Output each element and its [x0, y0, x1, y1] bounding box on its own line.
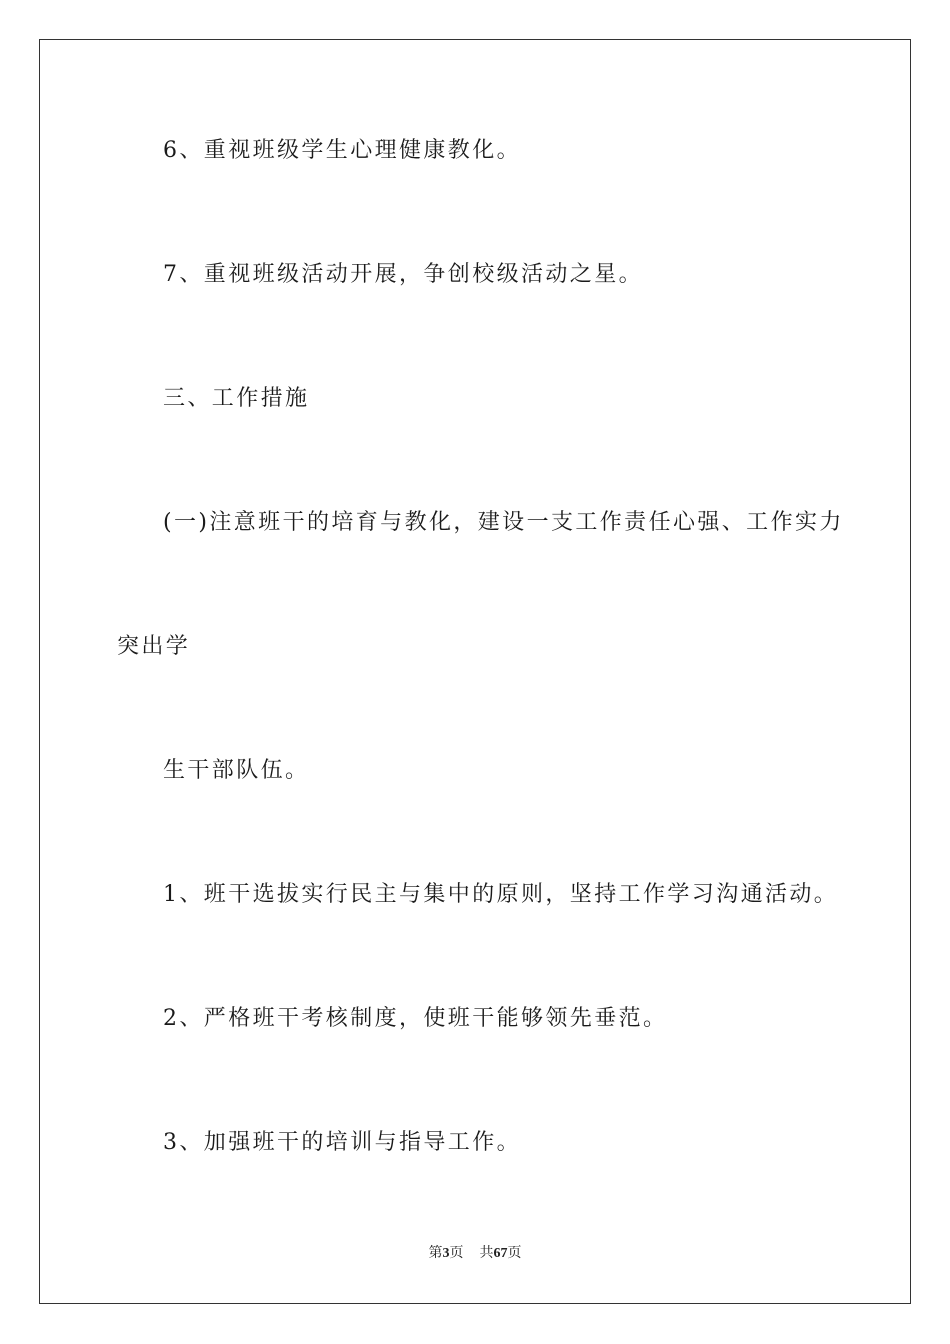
page-suffix: 页: [449, 1246, 464, 1261]
paragraph-item-6: 6、重视班级学生心理健康教化。: [163, 138, 521, 163]
subsection-heading-continuation: 突出学: [117, 634, 191, 659]
page-frame: [39, 39, 911, 1304]
subsection-heading-continuation-2: 生干部队伍。: [163, 758, 310, 783]
paragraph-item-7: 7、重视班级活动开展，争创校级活动之星。: [163, 262, 643, 287]
measure-item-3: 3、加强班干的培训与指导工作。: [163, 1130, 521, 1155]
total-pages: 67: [493, 1246, 508, 1261]
page-prefix: 第: [428, 1246, 443, 1261]
measure-item-2: 2、严格班干考核制度，使班干能够领先垂范。: [163, 1006, 668, 1031]
total-suffix: 页: [507, 1246, 522, 1261]
section-heading-work-measures: 三、工作措施: [163, 386, 310, 411]
subsection-heading-1: (一)注意班干的培育与教化，建设一支工作责任心强、工作实力: [163, 510, 844, 535]
page-number: 3: [442, 1246, 450, 1261]
total-prefix: 共: [479, 1246, 494, 1261]
measure-item-1: 1、班干选拔实行民主与集中的原则，坚持工作学习沟通活动。: [163, 882, 839, 907]
page-footer: [0, 1244, 950, 1264]
